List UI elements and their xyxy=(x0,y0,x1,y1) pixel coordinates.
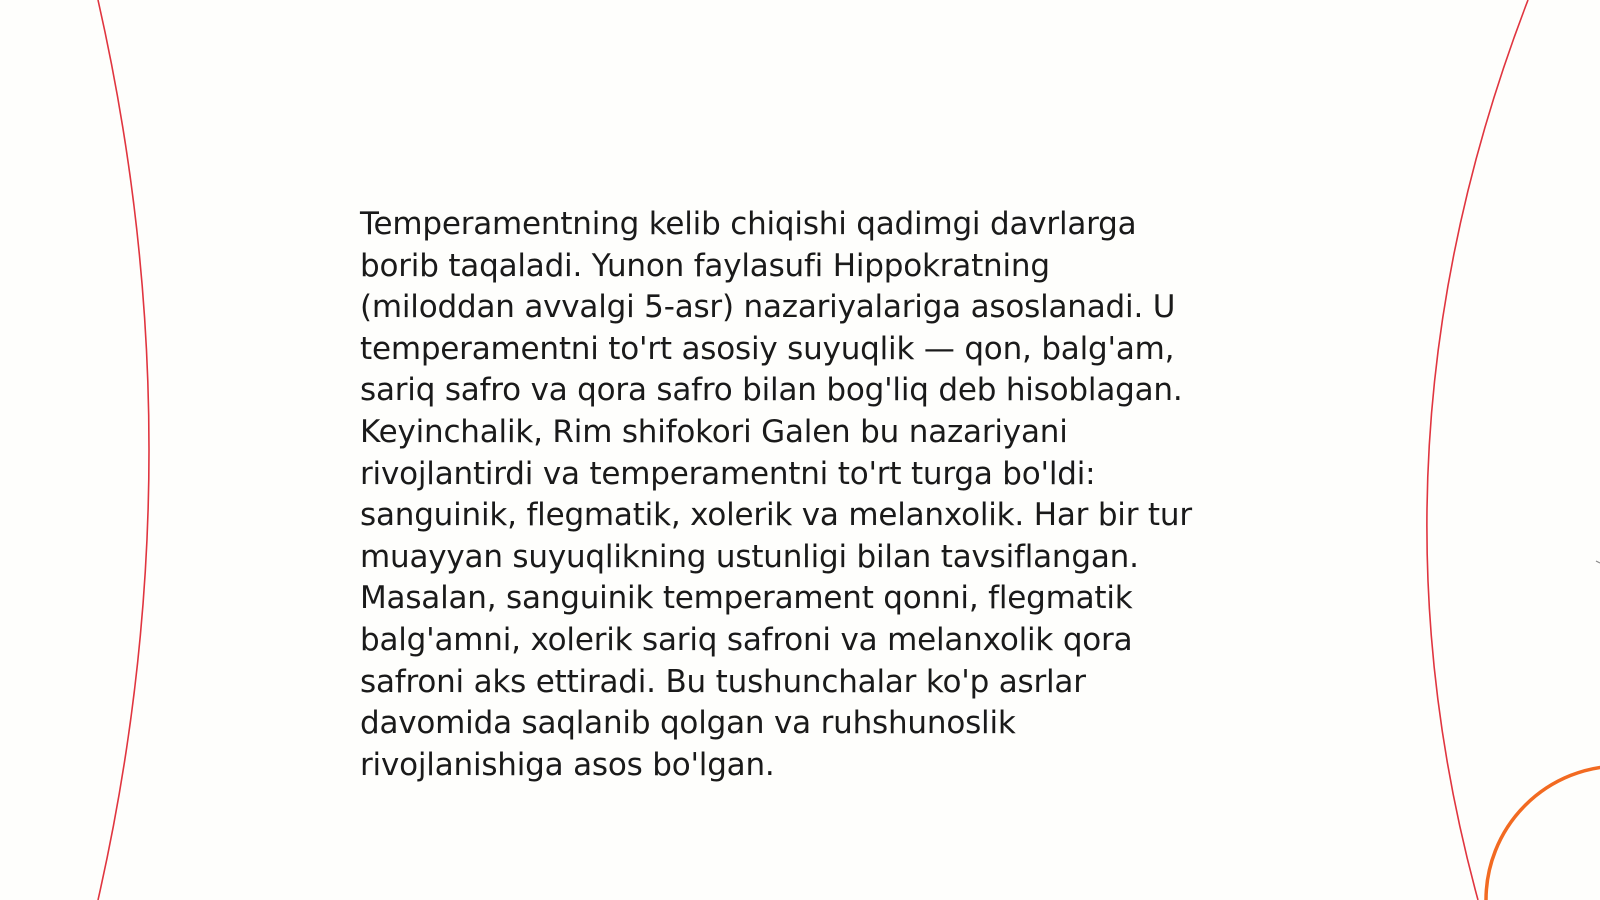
paragraph-line: Masalan, sanguinik temperament qonni, flegmatik xyxy=(360,580,1133,617)
paragraph-line: davomida saqlanib qolgan va ruhshunoslik xyxy=(360,705,1016,742)
paragraph-line: muayyan suyuqlikning ustunligi bilan tavsiflangan. xyxy=(360,538,1139,575)
paragraph-line: rivojlanishiga asos bo'lgan. xyxy=(360,746,775,783)
paragraph-line: borib taqaladi. Yunon faylasufi Hippokratning xyxy=(360,247,1050,284)
right-edge-tick-decoration xyxy=(1596,561,1600,563)
left-arc-decoration xyxy=(98,0,149,900)
right-arc-decoration xyxy=(1427,0,1528,900)
paragraph-line: (miloddan avvalgi 5-asr) nazariyalariga asoslanadi. U xyxy=(360,289,1176,326)
paragraph-line: sanguinik, flegmatik, xolerik va melanxolik. Har bir tur xyxy=(360,497,1192,534)
paragraph-line: temperamentni to'rt asosiy suyuqlik — qon, balg'am, xyxy=(360,330,1175,367)
paragraph-line: Temperamentning kelib chiqishi qadimgi davrlarga xyxy=(360,206,1137,242)
corner-circle-decoration xyxy=(1486,766,1600,900)
body-paragraph xyxy=(360,204,1260,786)
paragraph-line: rivojlantirdi va temperamentni to'rt turga bo'ldi: xyxy=(360,455,1096,492)
paragraph-line: sariq safro va qora safro bilan bog'liq deb hisoblagan. xyxy=(360,372,1183,409)
paragraph-line: balg'amni, xolerik sariq safroni va melanxolik qora xyxy=(360,621,1133,658)
paragraph-line: safroni aks ettiradi. Bu tushunchalar ko'p asrlar xyxy=(360,663,1086,700)
paragraph-line: Keyinchalik, Rim shifokori Galen bu nazariyani xyxy=(360,413,1068,450)
